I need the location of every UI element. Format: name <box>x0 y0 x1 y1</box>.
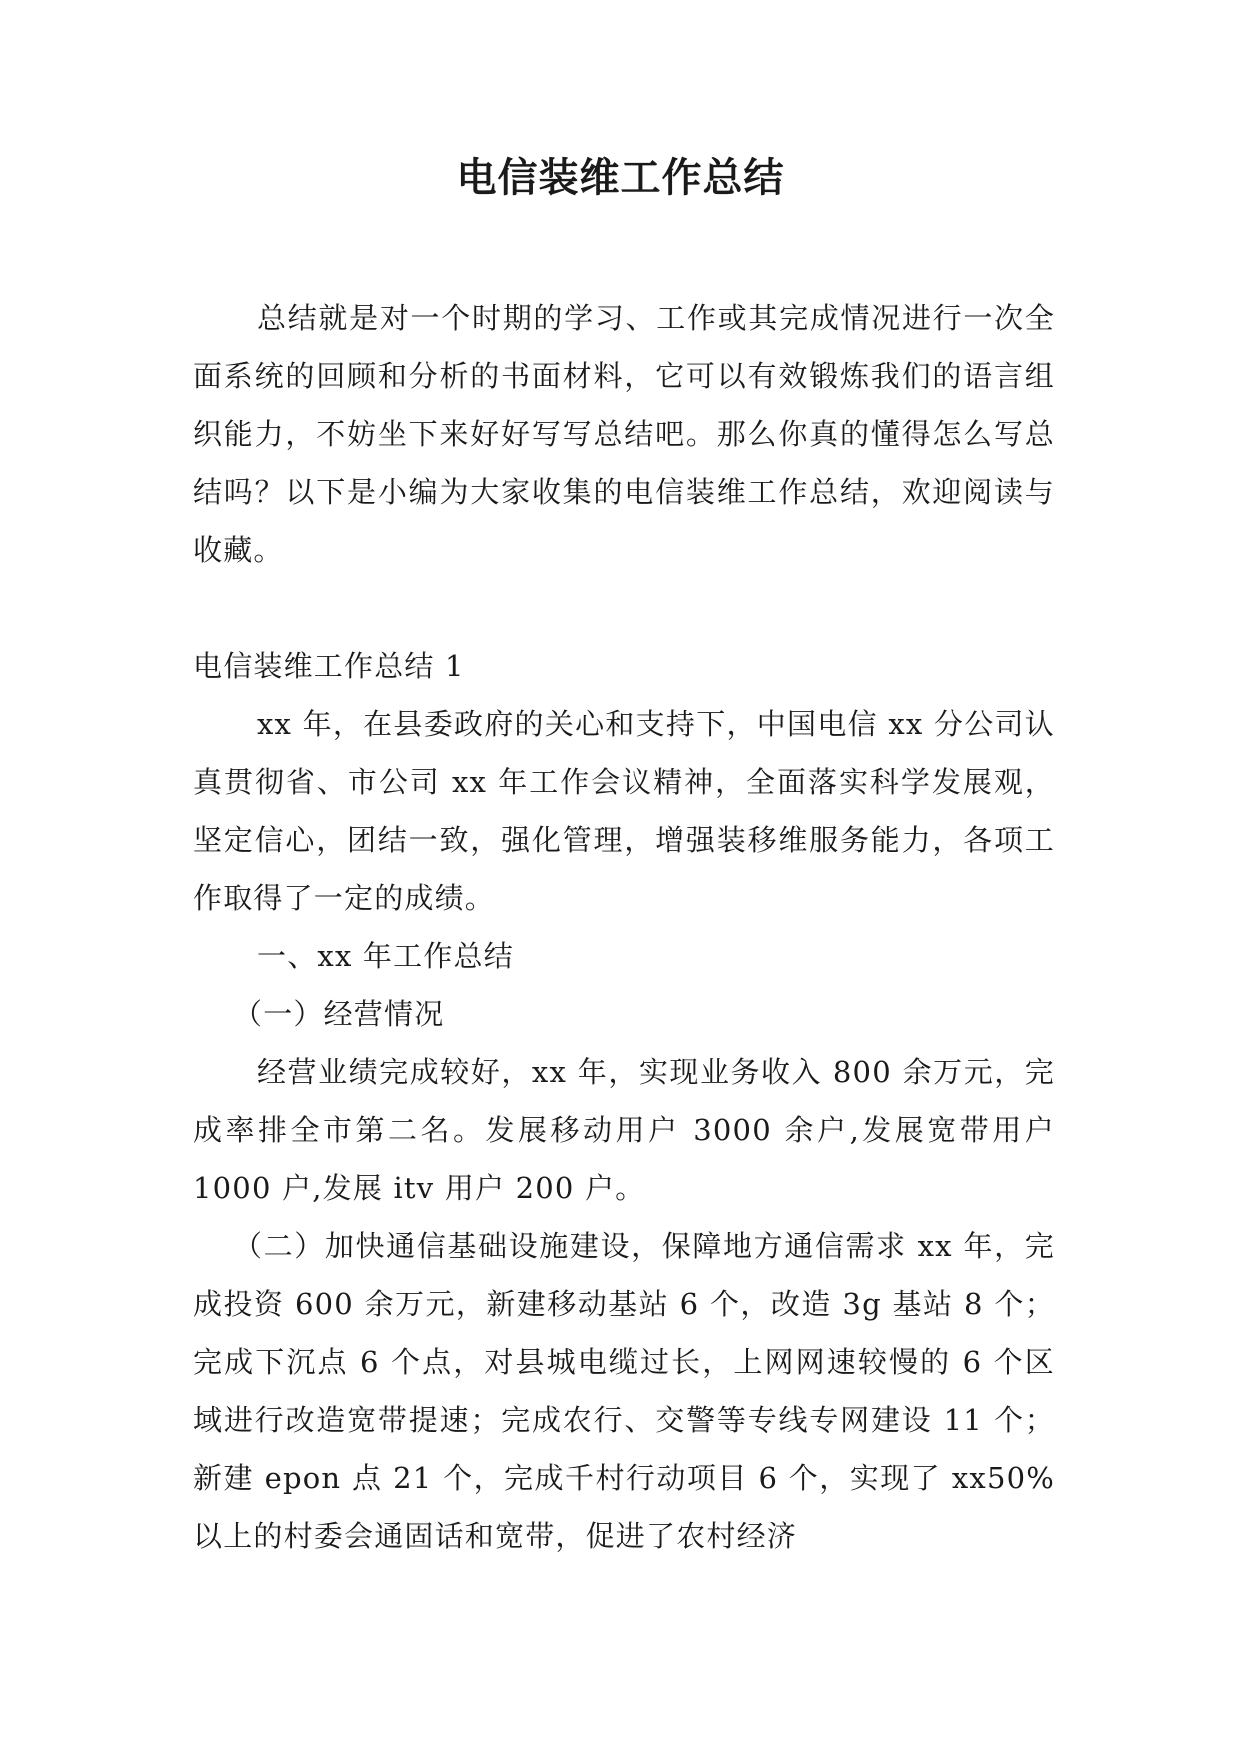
body-paragraph: （二）加快通信基础设施建设，保障地方通信需求 xx 年，完成投资 600 余万元，新建移动基站 6 个，改造 3g 基站 8 个；完成下沉点 6 个点，对县城电缆过长，上网网速较慢的 6 个区域进行改造宽带提速；完成农行、交警等专线专网建设 11 个；新建 epon 点 21 个，完成千村行动项目 6 个，实现了 xx50%以上的村委会通固话和宽带，促进了农村经济 <box>193 1229 1055 1553</box>
document-body <box>193 289 1055 1565</box>
subheading-1: 一、xx 年工作总结 <box>257 939 514 973</box>
subheading-2: （一）经营情况 <box>233 997 445 1031</box>
section-heading: 电信装维工作总结 1 <box>193 649 465 683</box>
document-title: 电信装维工作总结 <box>456 154 785 201</box>
body-paragraph: xx 年，在县委政府的关心和支持下，中国电信 xx 分公司认真贯彻省、市公司 xx 年工作会议精神，全面落实科学发展观，坚定信心，团结一致，强化管理，增强装移维服务能力，各项工作取得了一定的成绩。 <box>193 707 1055 915</box>
intro-paragraph: 总结就是对一个时期的学习、工作或其完成情况进行一次全面系统的回顾和分析的书面材料，它可以有效锻炼我们的语言组织能力，不妨坐下来好好写写总结吧。那么你真的懂得怎么写总结吗？以下是小编为大家收集的电信装维工作总结，欢迎阅读与收藏。 <box>193 301 1055 567</box>
body-paragraph: 经营业绩完成较好，xx 年，实现业务收入 800 余万元，完成率排全市第二名。发展移动用户 3000 余户,发展宽带用户 1000 户,发展 itv 用户 200 户。 <box>193 1055 1055 1205</box>
